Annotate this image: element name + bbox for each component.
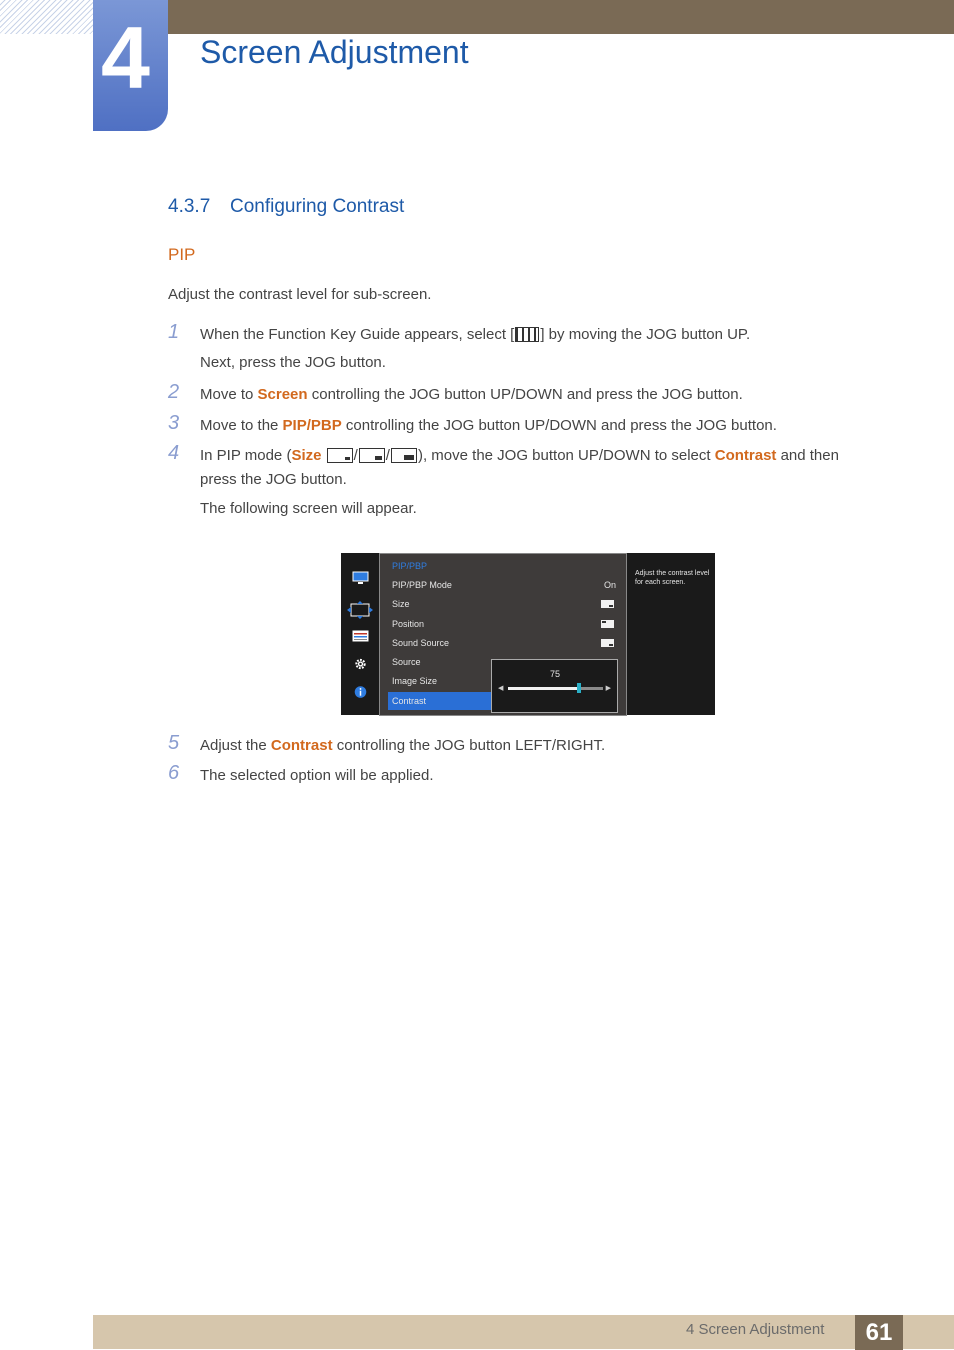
left-arrow-icon: ◀ [498, 685, 504, 692]
step-number: 4 [168, 442, 180, 464]
step-number: 3 [168, 412, 180, 434]
section-title: Configuring Contrast [230, 196, 405, 217]
osd-row-size[interactable]: Size [388, 595, 618, 613]
step-text: Move to the PIP/PBP controlling the JOG button UP/DOWN and press the JOG button. [200, 417, 777, 434]
footer-bar [93, 1315, 954, 1349]
step-number: 1 [168, 321, 180, 343]
osd-icon-column [341, 553, 379, 715]
top-bar [93, 0, 954, 34]
step-4-line3: The following screen will appear. [200, 500, 417, 517]
step-text: In PIP mode (Size / / ), move the JOG button UP/DOWN to select Contrast and then [200, 447, 839, 464]
section-number: 4.3.7 [168, 196, 211, 217]
step-text: Adjust the Contrast controlling the JOG button LEFT/RIGHT. [200, 737, 606, 754]
osd-row-source[interactable]: Source [392, 657, 421, 667]
step-number: 5 [168, 732, 180, 754]
osd-row-image-size[interactable]: Image Size [392, 676, 438, 686]
step-4-line2: press the JOG button. [200, 471, 347, 488]
monitor-icon [352, 571, 369, 585]
subsection-heading: PIP [168, 245, 196, 264]
slider-fill [508, 687, 579, 690]
step-1-line2: Next, press the JOG button. [200, 354, 386, 371]
step-number: 2 [168, 381, 180, 403]
slider-value: 75 [550, 669, 561, 679]
step-number: 6 [168, 762, 180, 784]
page-number: 61 [855, 1315, 903, 1350]
osd-menu-screenshot [341, 553, 715, 716]
sound-source-icon [601, 639, 614, 647]
osd-help-text: Adjust the contrast level for each screen. [635, 570, 710, 586]
step-text: The selected option will be applied. [200, 767, 434, 784]
pip-size-medium-icon [359, 448, 385, 463]
slider-handle[interactable] [577, 683, 581, 693]
osd-value: On [603, 580, 616, 590]
info-icon [352, 685, 369, 699]
contrast-slider-popup [491, 659, 618, 713]
pip-size-small-icon [327, 448, 353, 463]
pip-position-icon [601, 620, 614, 628]
chapter-number: 4 [101, 8, 150, 107]
right-arrow-icon: ▶ [605, 685, 611, 692]
function-key-grid-icon [515, 327, 539, 342]
section-heading [168, 196, 404, 218]
pip-size-icon [601, 600, 614, 608]
osd-menu-title: PIP/PBP [392, 561, 428, 571]
osd-row-pip-mode[interactable]: PIP/PBP Mode On [388, 576, 618, 594]
osd-row-sound-source[interactable]: Sound Source [388, 634, 618, 652]
pip-menu-icon [352, 629, 369, 643]
screen-size-icon [347, 601, 373, 619]
pip-size-large-icon [391, 448, 417, 463]
step-text: Move to Screen controlling the JOG button UP/DOWN and press the JOG button. [200, 386, 743, 403]
osd-row-contrast[interactable]: Contrast [388, 692, 492, 710]
osd-menu-panel [379, 553, 627, 716]
osd-help-panel [627, 553, 715, 715]
osd-row-position[interactable]: Position [388, 615, 618, 633]
corner-hatch [0, 0, 93, 34]
intro-text: Adjust the contrast level for sub-screen. [168, 286, 432, 303]
gear-icon [352, 657, 369, 671]
chapter-title: Screen Adjustment [200, 34, 469, 70]
step-text: When the Function Key Guide appears, select [ ] by moving the JOG button UP. [200, 326, 751, 343]
footer-chapter-label: 4 Screen Adjustment [686, 1321, 825, 1338]
